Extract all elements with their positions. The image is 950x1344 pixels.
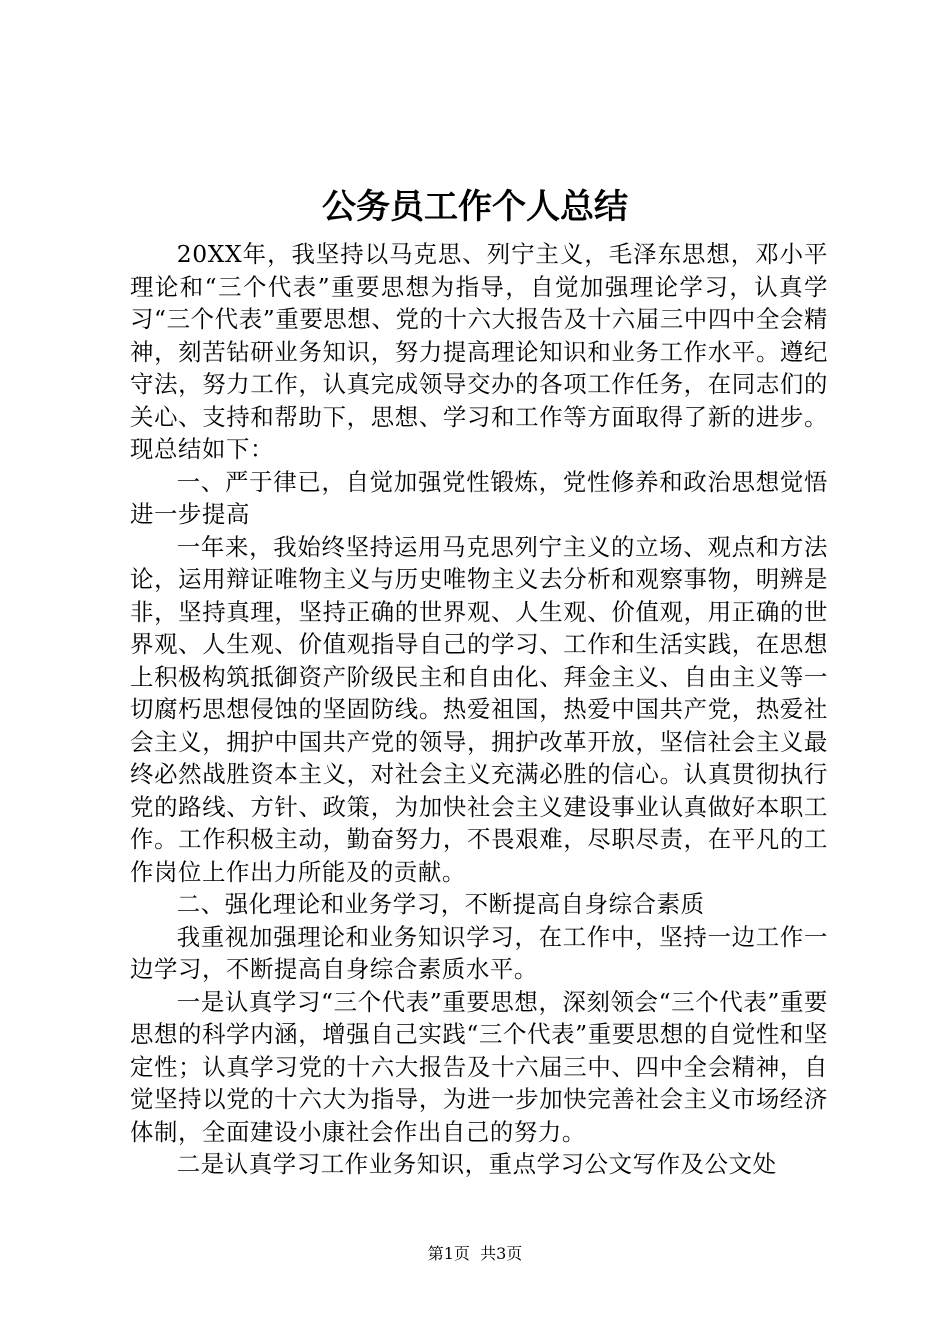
paragraph-point-1: 一是认真学习“三个代表”重要思想，深刻领会“三个代表”重要思想的科学内涵，增强自己实践“三个代表”重要思想的自觉性和坚定性；认真学习党的十六大报告及十六届三中、四中全会精神，自觉坚持以党的十六大为指导，为进一步加快完善社会主义市场经济体制，全面建设小康社会作出自己的努力。 (130, 987, 828, 1146)
paragraph-intro: 20XX年，我坚持以马克思、列宁主义，毛泽东思想，邓小平理论和“三个代表”重要思想为指导，自觉加强理论学习，认真学习“三个代表”重要思想、党的十六大报告及十六届三中四中全会精神，刻苦钻研业务知识，努力提高理论知识和业务工作水平。遵纪守法，努力工作，认真完成领导交办的各项工作任务，在同志们的关心、支持和帮助下，思想、学习和工作等方面取得了新的进步。现总结如下： (130, 240, 828, 463)
paragraph-section-2: 我重视加强理论和业务知识学习，在工作中，坚持一边工作一边学习，不断提高自身综合素质水平。 (130, 922, 828, 983)
footer-spacer (470, 1244, 480, 1263)
paragraph-point-2: 二是认真学习工作业务知识，重点学习公文写作及公文处 (176, 1150, 777, 1178)
paragraph-section-1: 一年来，我始终坚持运用马克思列宁主义的立场、观点和方法论，运用辩证唯物主义与历史唯物主义去分析和观察事物，明辨是非，坚持真理，坚持正确的世界观、人生观、价值观，用正确的世界观、人生观、价值观指导自己的学习、工作和生活实践，在思想上积极构筑抵御资产阶级民主和自由化、拜金主义、自由主义等一切腐朽思想侵蚀的坚固防线。热爱祖国，热爱中国共产党，热爱社会主义，拥护中国共产党的领导，拥护改革开放，坚信社会主义最终必然战胜资本主义，对社会主义充满必胜的信心。认真贯彻执行党的路线、方针、政策，为加快社会主义建设事业认真做好本职工作。工作积极主动，勤奋努力，不畏艰难，尽职尽责，在平凡的工作岗位上作出力所能及的贡献。 (130, 532, 828, 886)
document-body (130, 238, 828, 1181)
heading-section-1: 一、严于律已，自觉加强党性锻炼，党性修养和政治思想觉悟进一步提高 (130, 467, 828, 528)
page-number: 第1页 (427, 1244, 470, 1263)
heading-section-2: 二、强化理论和业务学习，不断提高自身综合素质 (176, 890, 705, 918)
document-title: 公务员工作个人总结 (322, 187, 628, 227)
page-total: 共3页 (480, 1244, 523, 1263)
page-footer (0, 1243, 950, 1265)
